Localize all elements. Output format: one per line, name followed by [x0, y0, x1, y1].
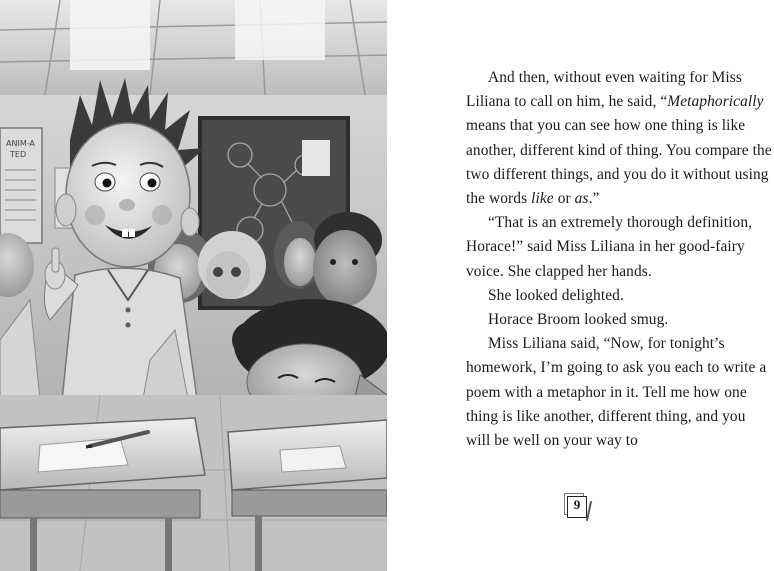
- paragraph-1: And then, without even waiting for Miss Liliana to call on him, he said, “Metaphorically means that you can see how one thing is like another, different kind of thing. You compare the two different things, and you do it without using the words like or as.”: [466, 69, 772, 208]
- page-number: 9: [573, 497, 581, 512]
- paragraph-4: Horace Broom looked smug.: [488, 311, 669, 329]
- horace-ear: [56, 194, 76, 226]
- italic-word: as: [574, 190, 589, 208]
- svg-text:TED: TED: [10, 150, 27, 159]
- italic-word: like: [531, 190, 554, 208]
- paragraph-3: She looked delighted.: [488, 286, 624, 304]
- text-page: [387, 0, 774, 571]
- horace-finger: [52, 248, 59, 272]
- ceiling-light-1: [70, 0, 150, 70]
- paragraph-5: Miss Liliana said, “Now, for tonight’s homework, I’m going to ask you each to write a poem with a metaphor in it. Tell me how one thing is like another, different thing, and you will be well on your way to: [466, 335, 767, 450]
- horace-face: [66, 123, 190, 267]
- ceiling-light-2: [235, 0, 325, 60]
- board-paper: [302, 140, 330, 176]
- story-text: [466, 66, 772, 453]
- paragraph-2: “That is an extremely thorough definition, Horace!” said Miss Liliana in her good-fairy voice. She clapped her hands.: [466, 214, 753, 280]
- poster-text: ANIM-A: [6, 139, 35, 148]
- page-number-badge: [564, 493, 593, 520]
- italic-word: Metaphorically: [667, 93, 764, 111]
